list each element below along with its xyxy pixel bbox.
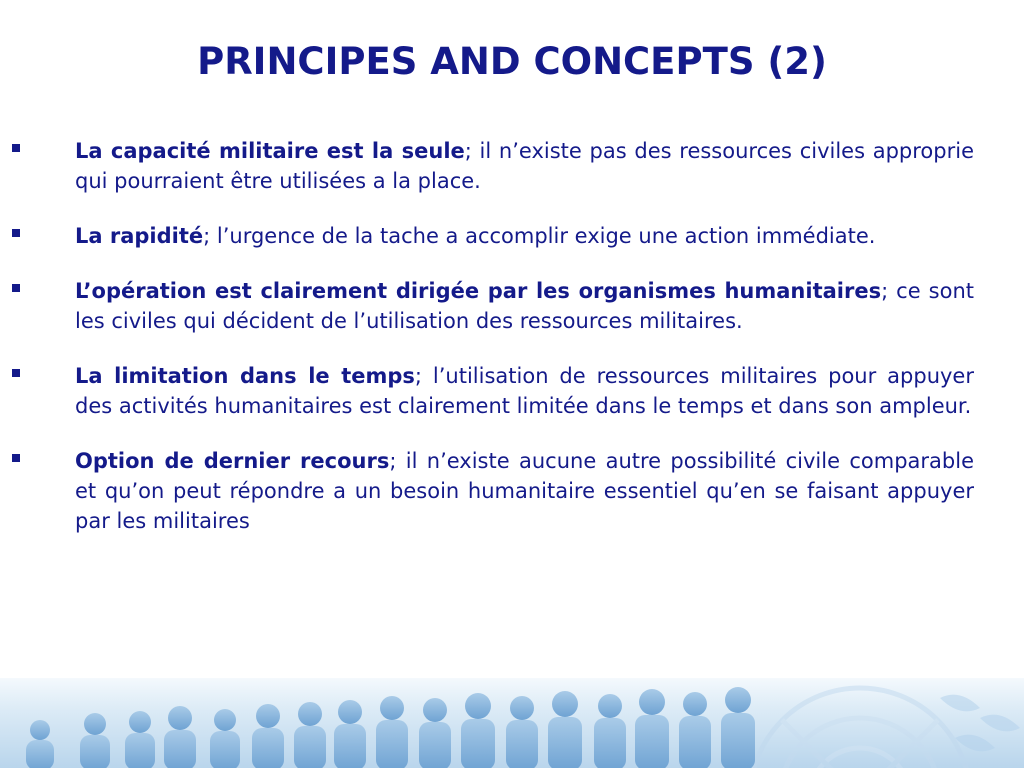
leaf-icon	[940, 695, 1020, 752]
bullet-text: ; l’utilisation de ressources militaires pour appuyer des activités humanitaires est clairement limitée dans le temps et dans son ampleur.	[75, 364, 974, 418]
bullet-item	[12, 276, 974, 336]
crowd-silhouette-icon	[26, 687, 755, 768]
bullet-heading: L’opération est clairement dirigée par les organismes humanitaires	[75, 279, 882, 303]
bullet-heading: Option de dernier recours	[75, 449, 390, 473]
square-bullet-icon	[12, 284, 20, 292]
footer-banner	[0, 678, 1024, 768]
bullet-item	[12, 361, 974, 421]
bullet-text: ; il n’existe aucune autre possibilité civile comparable et qu’on peut répondre a un besoin humanitaire essentiel qu’en se faisant appuyer par les militaires	[75, 449, 974, 533]
emblem-icon	[750, 688, 970, 768]
bullet-text: ; l’urgence de la tache a accomplir exige une action immédiate.	[203, 224, 876, 248]
square-bullet-icon	[12, 144, 20, 152]
bullet-heading: La capacité militaire est la seule	[75, 139, 465, 163]
bullet-heading: La rapidité	[75, 224, 204, 248]
square-bullet-icon	[12, 369, 20, 377]
bullet-item	[12, 446, 974, 536]
bullet-item	[12, 221, 974, 251]
crowd-banner-image	[0, 678, 1024, 768]
bullet-text: ; il n’existe pas des ressources civiles approprie qui pourraient être utilisées a la place.	[75, 139, 975, 193]
bullet-item	[12, 136, 974, 196]
slide-title: PRINCIPES AND CONCEPTS (2)	[197, 40, 827, 83]
bullet-list	[12, 136, 974, 561]
square-bullet-icon	[12, 229, 20, 237]
bullet-text: ; ce sont les civiles qui décident de l’utilisation des ressources militaires.	[75, 279, 974, 333]
square-bullet-icon	[12, 454, 20, 462]
bullet-heading: La limitation dans le temps	[75, 364, 415, 388]
